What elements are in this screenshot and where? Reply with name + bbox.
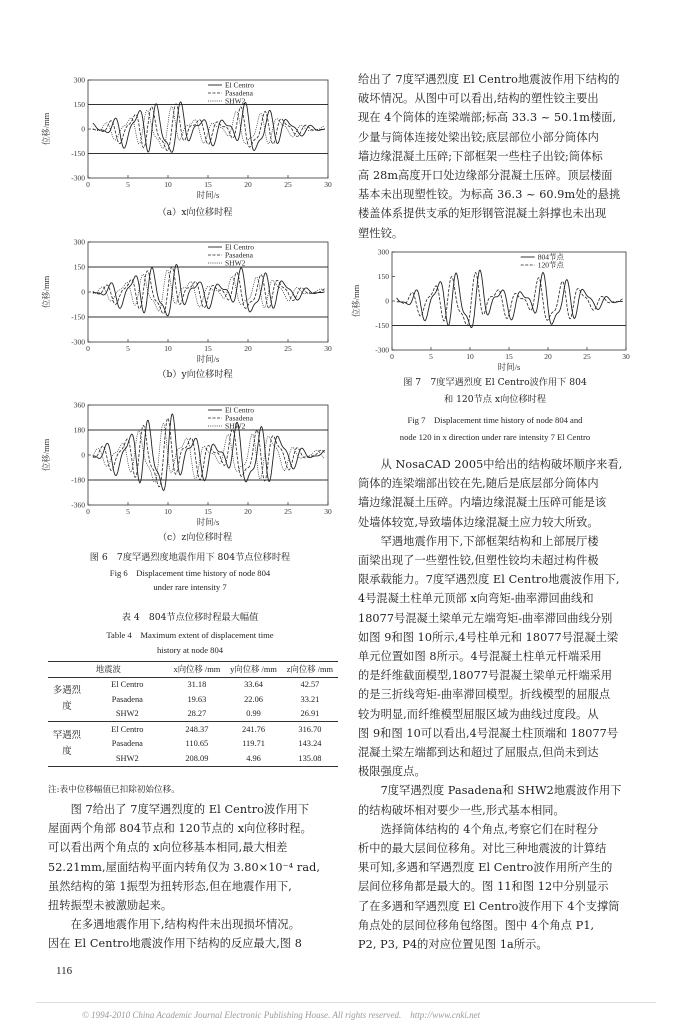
- y-tick-label: -150: [71, 149, 85, 158]
- table4-cell: 26.91: [300, 709, 320, 719]
- text-line: 单元位置如图 8所示。4号混凝土柱单元杆端采用: [358, 650, 602, 664]
- text-line: 虽然结构的第 1振型为扭转形态,但在地震作用下,: [48, 879, 292, 893]
- y-tick-label: -300: [71, 173, 85, 183]
- y-tick-label: -150: [71, 312, 85, 322]
- figure6b-subcaption: （b）y向位移时程: [157, 369, 233, 380]
- x-tick-label: 5: [126, 507, 130, 516]
- table4-title: 表 4 804节点位移时程最大幅值: [121, 612, 259, 623]
- page-number: 116: [56, 965, 73, 977]
- y-tick-label: -300: [375, 345, 389, 355]
- table4: [48, 661, 338, 767]
- table4-cell: 28.27: [187, 709, 207, 719]
- text-line: 屋面两个角部 804节点和 120节点的 x向位移时程。: [48, 822, 312, 836]
- text-line: 的结构破坏相对要少一些,形式基本相同。: [358, 803, 565, 817]
- table4-cell: 316.70: [298, 724, 322, 734]
- figure6a-subcaption: （a）x向位移时程: [157, 207, 233, 218]
- table4-cell: 4.96: [246, 753, 261, 763]
- text-line: 可以看出两个角点的 x向位移基本相同,最大相差: [48, 841, 288, 855]
- x-tick-label: 30: [622, 352, 630, 361]
- y-tick-label: 0: [81, 287, 85, 297]
- y-axis-label: 位移/mm: [351, 284, 361, 318]
- text-line: 混凝土梁左端都到达和超过了屈服点,但尚未到达: [358, 746, 599, 760]
- legend-label: SHW2: [225, 421, 246, 431]
- text-line: 图 7给出了 7度罕遇烈度的 El Centro波作用下: [48, 803, 310, 816]
- table4-cell: 119.71: [242, 739, 265, 749]
- y-tick-label: 0: [385, 296, 389, 306]
- text-line: 因在 El Centro地震波作用下结构的反应最大,图 8: [48, 937, 302, 951]
- x-tick-label: 5: [429, 352, 433, 361]
- x-tick-label: 25: [284, 180, 292, 189]
- figure7-caption-en-1: Fig 7 Displacement time history of node 804 and: [407, 415, 583, 425]
- text-line: 了在多遇和罕遇烈度 El Centro波作用下 4个支撑筒: [358, 899, 620, 913]
- figure6c-subcaption: （c）z向位移时程: [157, 532, 233, 543]
- x-tick-label: 15: [204, 344, 212, 353]
- text-line: 7度罕遇烈度 Pasadena和 SHW2地震波作用下: [358, 784, 622, 798]
- x-tick-label: 20: [544, 352, 552, 361]
- y-tick-label: 150: [377, 272, 389, 281]
- x-tick-label: 30: [324, 344, 332, 353]
- left-body-text: [48, 800, 340, 954]
- legend-label: Pasadena: [225, 250, 253, 260]
- text-line: 如图 9和图 10所示,4号柱单元和 18077号混凝土梁: [358, 630, 619, 644]
- figure7-chart: [350, 244, 640, 372]
- table4-cell: 33.21: [300, 694, 320, 704]
- x-tick-label: 20: [244, 344, 252, 353]
- text-line: 图 9和图 10可以看出,4号混凝土柱顶端和 18077号: [358, 726, 619, 740]
- table4-cell: 33.64: [244, 680, 263, 690]
- right-body-text-1: [358, 70, 648, 243]
- legend-label: El Centro: [225, 405, 254, 415]
- x-tick-label: 30: [324, 180, 332, 189]
- y-tick-label: 360: [73, 400, 85, 410]
- table4-header: x向位移 /mm: [173, 665, 221, 675]
- x-tick-label: 15: [204, 180, 212, 189]
- text-line: 筒体的连梁端部出铰在先,随后是底层部分筒体内: [358, 477, 599, 491]
- legend-label: El Centro: [225, 80, 254, 90]
- table4-cell: 135.08: [298, 753, 322, 763]
- text-line: 面梁出现了一些塑性铰,但塑性铰均未超过构件极: [358, 554, 599, 568]
- table4-group-label: 罕遇烈度: [52, 730, 82, 757]
- y-tick-label: 0: [81, 450, 85, 460]
- text-line: 现在 4个筒体的连梁端部;标高 33.3 ~ 50.1m楼面,: [358, 111, 617, 125]
- right-body-text-2: [358, 455, 648, 954]
- legend-label: Pasadena: [225, 413, 253, 423]
- y-tick-label: 150: [73, 100, 85, 109]
- text-line: 选择筒体结构的 4个角点,考察它们在时程分: [358, 822, 599, 836]
- table4-cell: 31.18: [187, 680, 207, 690]
- x-axis-label: 时间/s: [196, 354, 220, 364]
- y-tick-label: 300: [377, 247, 389, 257]
- text-line: 塑性铰。: [358, 226, 404, 240]
- table4-group-label: 多遇烈度: [52, 686, 82, 713]
- series-line-pasadena: [93, 418, 325, 487]
- y-tick-label: 300: [73, 75, 85, 85]
- text-line: 基本未出现塑性铰。为标高 36.3 ~ 60.9m处的悬挑: [358, 188, 621, 202]
- x-tick-label: 5: [126, 180, 130, 189]
- table4-header: z向位移 /mm: [286, 665, 334, 675]
- y-axis-label: 位移/mm: [41, 438, 51, 472]
- y-tick-label: 180: [73, 425, 85, 435]
- plot-frame: [392, 252, 626, 350]
- series-line-shw2: [93, 270, 325, 311]
- table4-cell: SHW2: [115, 753, 139, 763]
- text-line: 析中的最大层间位移角。对比三种地震波的计算结: [358, 842, 607, 856]
- table4-cell: 208.09: [185, 753, 209, 763]
- text-line: 处墙体较宽,导致墙体边缘混凝土应力较大所致。: [358, 515, 599, 529]
- text-line: 层间位移角都是最大的。图 11和图 12中分别显示: [358, 880, 609, 894]
- legend-label: 804节点: [537, 252, 564, 262]
- text-line: 限承载能力。7度罕遇烈度 El Centro地震波作用下,: [358, 573, 620, 587]
- figure6-caption: 图 6 7度罕遇烈度地震作用下 804节点位移时程: [89, 552, 291, 563]
- text-line: 52.21mm,屋面结构平面内转角仅为 3.80×10⁻⁴ rad,: [48, 860, 321, 874]
- table4-header: 地震波: [95, 665, 121, 675]
- table4-note: 注:表中位移幅值已扣除初始位移。: [48, 785, 180, 795]
- y-tick-label: -360: [71, 500, 85, 510]
- x-axis-label: 时间/s: [196, 190, 220, 200]
- table4-cell: El Centro: [111, 724, 144, 734]
- figure7-caption-1: 图 7 7度罕遇烈度 El Centro波作用下 804: [403, 377, 587, 388]
- table4-cell: 143.24: [298, 739, 322, 749]
- text-line: P2, P3, P4的对应位置见图 1a所示。: [358, 938, 548, 952]
- figure6b-chart: [40, 234, 340, 364]
- y-tick-label: -150: [375, 321, 389, 330]
- text-line: 墙边缘混凝土压碎。内墙边缘混凝土压碎可能是该: [358, 496, 607, 510]
- series-line-el-centro: [93, 265, 325, 316]
- text-line: 较为明显,而纤维模型屈服区域为曲线过度段。从: [358, 707, 599, 721]
- text-line: 18077号混凝土梁单元左端弯矩-曲率滞回曲线分别: [358, 611, 613, 625]
- series-line-804-: [397, 270, 623, 328]
- y-tick-label: -300: [71, 337, 85, 347]
- y-tick-label: 150: [73, 262, 85, 272]
- y-axis-label: 位移/mm: [41, 112, 51, 146]
- text-line: 从 NosaCAD 2005中给出的结构破坏顺序来看,: [358, 458, 623, 471]
- table4-cell: 19.63: [187, 694, 207, 704]
- text-line: 果可知,多遇和罕遇烈度 El Centro波作用所产生的: [358, 861, 613, 875]
- legend-label: El Centro: [225, 242, 254, 252]
- figure6a-chart: [40, 72, 340, 200]
- table4-cell: 248.37: [185, 724, 209, 734]
- y-tick-label: 0: [81, 124, 85, 134]
- text-line: 的是三折线弯矩-曲率滞回模型。折线模型的屈服点: [358, 688, 611, 702]
- text-line: 4号混凝土柱单元顶部 x向弯矩-曲率滞回曲线和: [358, 592, 594, 606]
- text-line: 罕遇地震作用下,下部框架结构和上部展厅楼: [358, 534, 599, 548]
- x-tick-label: 0: [86, 507, 90, 516]
- x-tick-label: 15: [505, 352, 513, 361]
- x-axis-label: 时间/s: [497, 362, 521, 372]
- table4-cell: 241.76: [242, 724, 266, 734]
- table4-cell: 0.99: [246, 709, 261, 719]
- text-line: 破坏情况。从图中可以看出,结构的塑性铰主要出: [358, 92, 599, 106]
- text-line: 少量与筒体连接处梁出铰;底层部位小部分筒体内: [358, 130, 599, 144]
- table4-cell: SHW2: [115, 709, 139, 719]
- text-line: 高 28m高度开口处边缘部分混凝土压碎。顶层楼面: [358, 169, 613, 183]
- figure7-caption-2: 和 120节点 x向位移时程: [443, 394, 547, 405]
- x-tick-label: 25: [583, 352, 591, 361]
- series-line-shw2: [93, 107, 325, 149]
- series-line-pasadena: [93, 104, 325, 151]
- x-tick-label: 5: [126, 344, 130, 353]
- x-axis-label: 时间/s: [196, 517, 220, 527]
- text-line: 的是纤维截面模型,18077号混凝土梁单元杆端采用: [358, 669, 613, 683]
- copyright-footer: © 1994-2010 China Academic Journal Electronic Publishing House. All rights reserved. http://www.cnki.net: [82, 1010, 481, 1020]
- x-tick-label: 20: [244, 180, 252, 189]
- x-tick-label: 25: [284, 344, 292, 353]
- x-tick-label: 10: [164, 507, 172, 516]
- text-line: 极限强度点。: [358, 765, 426, 779]
- x-tick-label: 10: [466, 352, 474, 361]
- table4-cell: 110.65: [185, 739, 209, 749]
- text-line: 楼盖体系提供支承的矩形钢管混凝土斜撑也未出现: [358, 207, 607, 221]
- table4-title-en-2: history at node 804: [156, 645, 224, 655]
- x-tick-label: 20: [244, 507, 252, 516]
- legend-label: SHW2: [225, 258, 246, 268]
- x-tick-label: 30: [324, 507, 332, 516]
- figure6c-chart: [40, 397, 340, 527]
- figure7-caption-en-2: node 120 in x direction under rare intensity 7 El Centro: [399, 432, 591, 442]
- series-line-shw2: [93, 423, 325, 482]
- text-line: 角点处的层间位移角包络图。图中 4个角点 P1,: [358, 918, 595, 932]
- x-tick-label: 10: [164, 180, 172, 189]
- text-line: 扭转振型未被激励起来。: [48, 899, 173, 913]
- legend-label: 120节点: [537, 260, 564, 270]
- x-tick-label: 15: [204, 507, 212, 516]
- table4-title-en-1: Table 4 Maximum extent of displacement time: [106, 630, 274, 640]
- table4-header: y向位移 /mm: [230, 665, 277, 675]
- text-line: 在多遇地震作用下,结构构件未出现损坏情况。: [48, 918, 300, 932]
- y-tick-label: -180: [71, 475, 85, 485]
- table4-cell: 42.57: [300, 680, 320, 690]
- figure6-caption-en-2: under rare intensity 7: [153, 582, 227, 592]
- table4-cell: Pasadena: [111, 739, 143, 749]
- plot-frame: [88, 405, 328, 505]
- x-tick-label: 0: [86, 344, 90, 353]
- series-line-pasadena: [93, 267, 325, 314]
- text-line: 墙边缘混凝土压碎;下部框架一些柱子出铰;筒体标: [358, 149, 603, 163]
- text-line: 给出了 7度罕遇烈度 El Centro地震波作用下结构的: [358, 73, 620, 86]
- x-tick-label: 10: [164, 344, 172, 353]
- x-tick-label: 25: [284, 507, 292, 516]
- table4-cell: 22.06: [244, 694, 263, 704]
- y-tick-label: 300: [73, 237, 85, 247]
- x-tick-label: 0: [86, 180, 90, 189]
- x-tick-label: 0: [390, 352, 394, 361]
- figure6-caption-en-1: Fig 6 Displacement time history of node 804: [109, 568, 271, 578]
- table4-cell: El Centro: [111, 680, 144, 690]
- y-axis-label: 位移/mm: [41, 275, 51, 309]
- legend-label: SHW2: [225, 96, 246, 106]
- legend-label: Pasadena: [225, 88, 253, 98]
- table4-cell: Pasadena: [111, 694, 143, 704]
